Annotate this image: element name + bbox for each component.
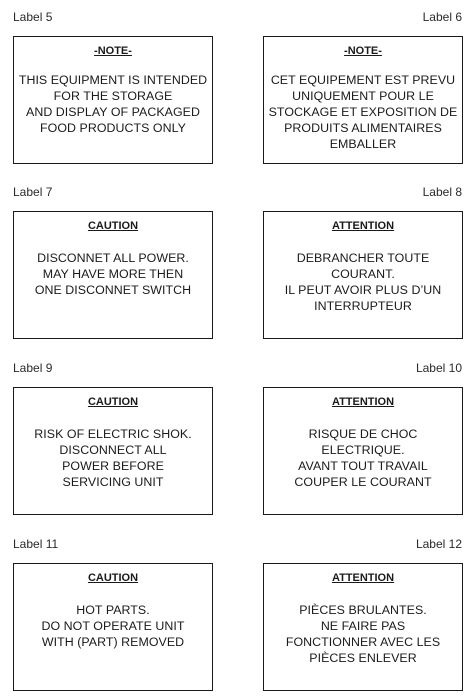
card-line: THIS EQUIPMENT IS INTENDED [18,73,208,87]
card-line: COUPER LE COURANT [294,475,432,489]
card-line: COURANT. [331,267,395,281]
card-line: AVANT TOUT TRAVAIL [298,459,428,473]
card-title: CAUTION [87,396,139,408]
card-body [264,250,462,314]
card-line: DO NOT OPERATE UNIT [41,619,185,633]
card-line: STOCKAGE ET EXPOSITION DE [268,105,458,119]
label-card-10 [263,387,463,515]
card-title: -NOTE- [94,45,132,57]
card-line: EMBALLER [329,137,397,151]
card-title: CAUTION [87,572,139,584]
label-number: Label 6 [422,10,462,24]
label-number: Label 12 [415,537,462,551]
card-line: DEBRANCHER TOUTE [296,251,430,265]
card-body [264,72,462,152]
card-title: ATTENTION [331,396,395,408]
card-line: PIÈCES BRULANTES. [299,603,427,617]
label-card-8 [263,211,463,339]
card-line: PIÈCES ENLEVER [309,651,417,665]
label-number: Label 5 [13,10,53,24]
card-body [14,250,212,298]
label-card-12 [263,563,463,691]
card-line: CET EQUIPEMENT EST PREVU [270,73,456,87]
card-line: INTERRUPTEUR [314,299,412,313]
card-body [14,426,212,490]
label-card-11 [13,563,213,691]
label-number: Label 9 [13,361,53,375]
card-title: ATTENTION [331,572,395,584]
card-line: FOOD PRODUCTS ONLY [40,121,186,135]
card-body [264,602,462,666]
card-line: DISCONNECT ALL [59,443,167,457]
card-line: IL PEUT AVOIR PLUS D’UN [284,283,442,297]
label-card-9 [13,387,213,515]
card-title: -NOTE- [344,45,382,57]
card-line: ELECTRIQUE. [321,443,405,457]
card-line: WITH (PART) REMOVED [41,635,185,649]
label-number: Label 8 [422,185,462,199]
label-card-7 [13,211,213,339]
label-card-5 [13,36,213,164]
card-line: SERVICING UNIT [62,475,164,489]
card-line: DISCONNET ALL POWER. [37,251,189,265]
card-line: FOR THE STORAGE [53,89,173,103]
label-card-6 [263,36,463,164]
card-line: PRODUITS ALIMENTAIRES [284,121,442,135]
card-line: FONCTIONNER AVEC LES [285,635,441,649]
card-body [14,72,212,136]
card-title: ATTENTION [331,220,395,232]
card-line: POWER BEFORE [62,459,164,473]
card-line: NE FAIRE PAS [320,619,406,633]
card-line: RISQUE DE CHOC [308,427,418,441]
label-number: Label 7 [13,185,53,199]
card-body [14,602,212,650]
card-line: UNIQUEMENT POUR LE [292,89,434,103]
card-line: ONE DISCONNET SWITCH [34,283,192,297]
card-line: AND DISPLAY OF PACKAGED [26,105,200,119]
card-title: CAUTION [87,220,139,232]
card-body [264,426,462,490]
label-number: Label 10 [415,361,462,375]
label-number: Label 11 [13,537,59,551]
card-line: HOT PARTS. [76,603,150,617]
card-line: MAY HAVE MORE THEN [42,267,184,281]
card-line: RISK OF ELECTRIC SHOK. [34,427,192,441]
